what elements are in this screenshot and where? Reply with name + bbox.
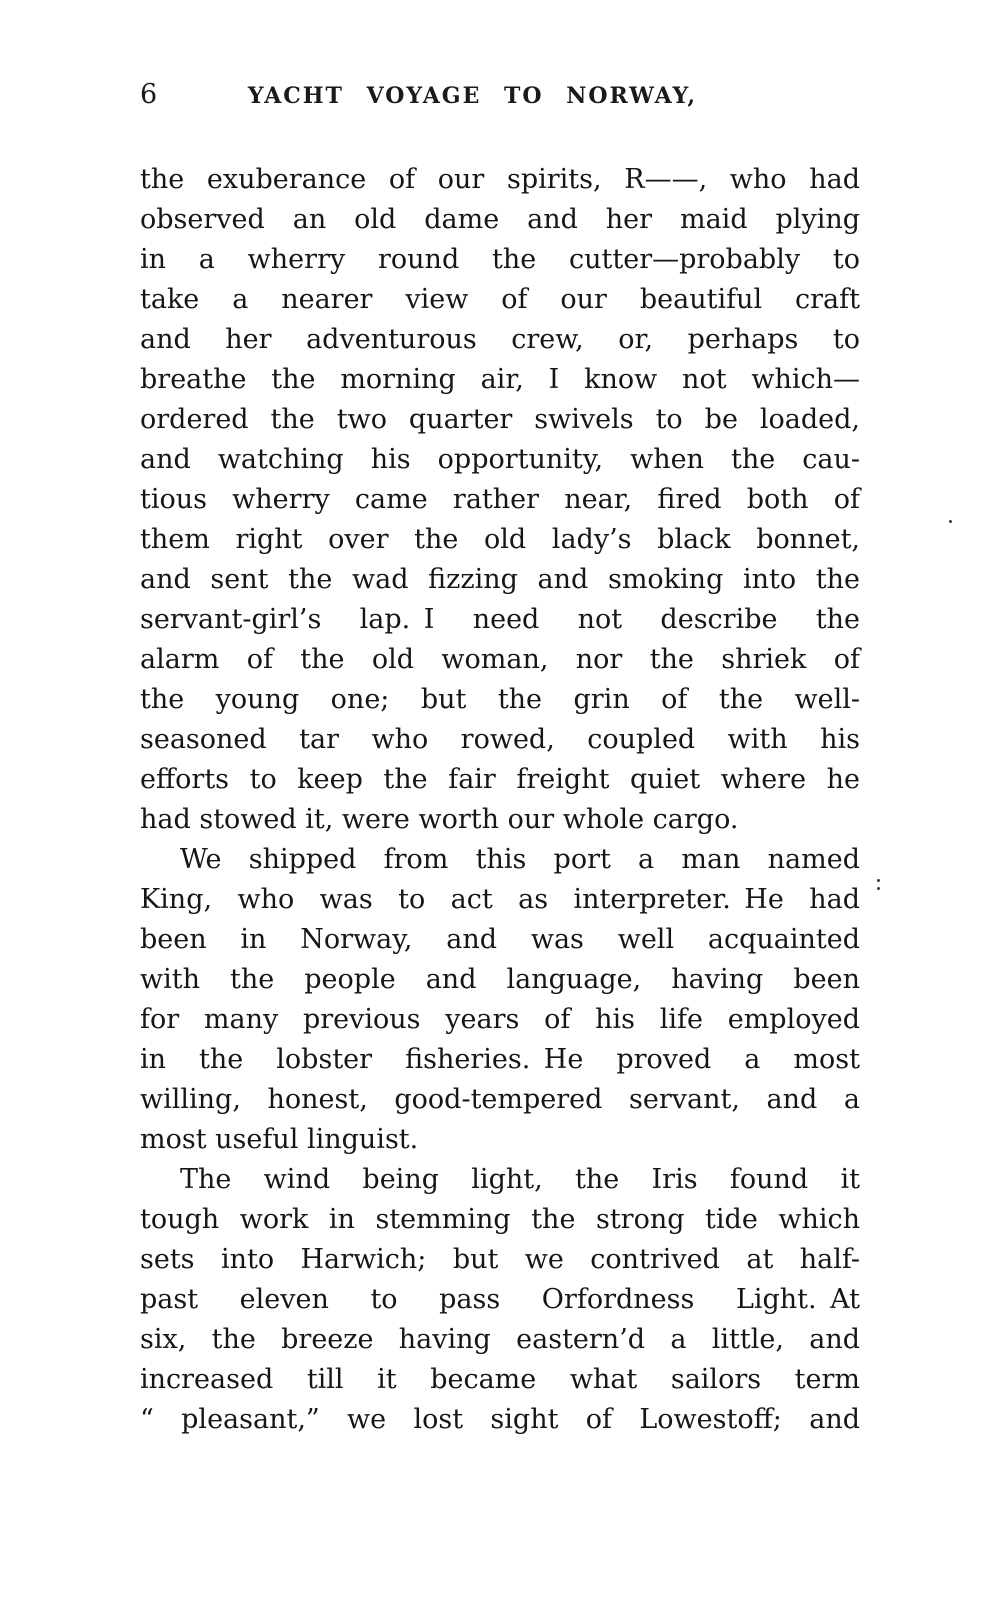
body-line: We shipped from this port a man named xyxy=(180,844,860,875)
body-line: past eleven to pass Orfordness Light. At xyxy=(140,1284,860,1315)
body-line: with the people and language, having been xyxy=(140,964,860,995)
body-line: willing, honest, good-tempered servant, and a xyxy=(140,1084,860,1115)
body-line: observed an old dame and her maid plying xyxy=(140,204,860,235)
body-line: breathe the morning air, I know not which— xyxy=(140,364,860,395)
body-line: seasoned tar who rowed, coupled with his xyxy=(140,724,860,755)
page-header xyxy=(140,78,860,112)
body-line: sets into Harwich; but we contrived at half- xyxy=(140,1244,860,1275)
body-line: increased till it became what sailors term xyxy=(140,1364,860,1395)
body-line: King, who was to act as interpreter. He had xyxy=(140,884,860,915)
body-line: and sent the wad fizzing and smoking into the xyxy=(140,564,860,595)
scan-artifact-dot xyxy=(877,879,880,882)
body-line: them right over the old lady’s black bonnet, xyxy=(140,524,860,555)
scan-artifact-dot xyxy=(877,887,880,890)
body-line: in the lobster fisheries. He proved a most xyxy=(140,1044,860,1075)
body-line: alarm of the old woman, nor the shriek of xyxy=(140,644,860,675)
body-line: six, the breeze having eastern’d a little, and xyxy=(140,1324,860,1355)
page-number: 6 xyxy=(140,79,158,110)
running-header: YACHT VOYAGE TO NORWAY, xyxy=(247,83,698,109)
body-line: servant-girl’s lap. I need not describe the xyxy=(140,604,860,635)
body-line: had stowed it, were worth our whole cargo. xyxy=(140,804,739,835)
body-line: and watching his opportunity, when the cau- xyxy=(140,444,860,475)
body-line: the young one; but the grin of the well- xyxy=(140,684,860,715)
body-line: in a wherry round the cutter—probably to xyxy=(140,244,860,275)
body-text xyxy=(140,160,860,1440)
body-line: for many previous years of his life employed xyxy=(140,1004,860,1035)
body-line: The wind being light, the Iris found it xyxy=(180,1164,860,1195)
scan-artifact-dot xyxy=(949,520,952,523)
body-line: “ pleasant,” we lost sight of Lowestoff; and xyxy=(140,1404,860,1435)
body-line: been in Norway, and was well acquainted xyxy=(140,924,860,955)
body-line: efforts to keep the fair freight quiet where he xyxy=(140,764,860,795)
body-line: ordered the two quarter swivels to be loaded, xyxy=(140,404,860,435)
body-line: tious wherry came rather near, fired both of xyxy=(140,484,860,515)
body-line: tough work in stemming the strong tide which xyxy=(140,1204,860,1235)
body-line: the exuberance of our spirits, R——, who had xyxy=(140,164,860,195)
body-line: take a nearer view of our beautiful craft xyxy=(140,284,860,315)
body-line: and her adventurous crew, or, perhaps to xyxy=(140,324,860,355)
body-line: most useful linguist. xyxy=(140,1124,419,1155)
